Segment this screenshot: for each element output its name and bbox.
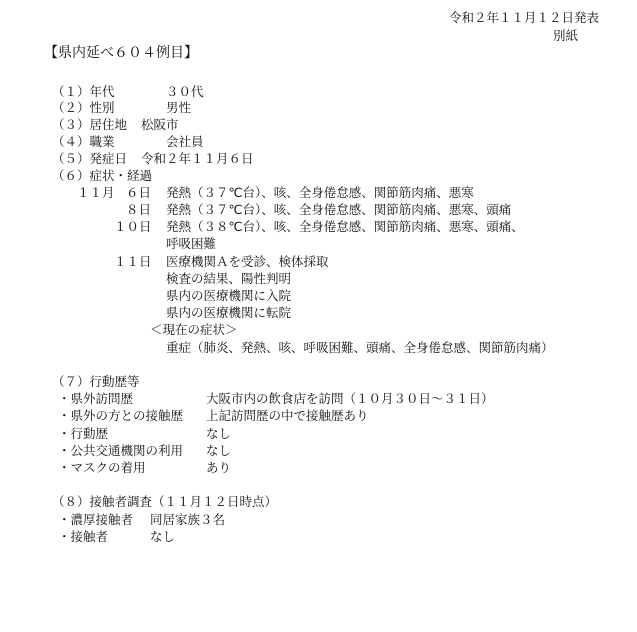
symptom-day: １０日	[114, 219, 152, 234]
history-item-value: あり	[206, 460, 232, 475]
history-item-label: ・行動歴	[58, 426, 109, 441]
symptom-day: ８日	[126, 202, 152, 217]
residence-label: （３）居住地	[52, 117, 128, 132]
page-title: 【県内延べ６０４例目】	[44, 45, 198, 61]
symptom-text-continued: 県内の医療機関に転院	[166, 305, 292, 320]
onset-value: 令和２年１１月６日	[141, 151, 254, 166]
history-item-label: ・マスクの着用	[58, 460, 146, 475]
contact-item-label: ・接触者	[58, 529, 109, 544]
current-symptoms-heading: ＜現在の症状＞	[150, 322, 238, 337]
symptoms-heading: （６）症状・経過	[52, 168, 153, 183]
contact-item-value: なし	[150, 529, 176, 544]
sex-label: （２）性別	[52, 100, 115, 115]
contact-item-value: 同居家族３名	[150, 512, 226, 527]
history-item-value: なし	[206, 426, 232, 441]
history-item-label: ・県外の方との接触歴	[58, 408, 184, 423]
contacts-heading: （８）接触者調査（１１月１２日時点）	[52, 494, 278, 509]
symptom-text-continued: 呼吸困難	[166, 236, 217, 251]
attachment-label: 別紙	[553, 28, 579, 43]
symptom-text-continued: 検査の結果、陽性判明	[166, 271, 292, 286]
occupation-label: （４）職業	[52, 134, 115, 149]
symptom-day: １１日	[114, 254, 152, 269]
symptom-text: 発熱（３７℃台）、咳、全身倦怠感、関節筋肉痛、悪寒、頭痛	[166, 202, 512, 217]
symptom-text-continued: 県内の医療機関に入院	[166, 288, 292, 303]
symptom-text: 発熱（３７℃台）、咳、全身倦怠感、関節筋肉痛、悪寒	[166, 185, 474, 200]
symptom-text: 発熱（３８℃台）、咳、全身倦怠感、関節筋肉痛、悪寒、頭痛、	[166, 219, 524, 234]
history-item-value: なし	[206, 443, 232, 458]
current-symptoms-text: 重症（肺炎、発熱、咳、呼吸困難、頭痛、全身倦怠感、関節筋肉痛）	[166, 340, 554, 355]
history-heading: （７）行動歴等	[52, 374, 140, 389]
symptom-text: 医療機関Ａを受診、検体採取	[166, 254, 329, 269]
history-item-value: 上記訪問歴の中で接触歴あり	[206, 408, 369, 423]
residence-value: 松阪市	[141, 117, 179, 132]
history-item-label: ・県外訪問歴	[58, 391, 134, 406]
symptom-day: ６日	[126, 185, 152, 200]
age-label: （１）年代	[52, 84, 115, 99]
age-value: ３０代	[166, 84, 204, 99]
sex-value: 男性	[166, 100, 192, 115]
contact-item-label: ・濃厚接触者	[58, 512, 134, 527]
announcement-date: 令和２年１１月１２日発表	[449, 10, 600, 25]
onset-label: （５）発症日	[52, 151, 128, 166]
history-item-label: ・公共交通機関の利用	[58, 443, 184, 458]
history-item-value: 大阪市内の飲食店を訪問（１０月３０日～３１日）	[206, 391, 494, 406]
symptom-month: １１月	[77, 185, 115, 200]
occupation-value: 会社員	[166, 134, 204, 149]
